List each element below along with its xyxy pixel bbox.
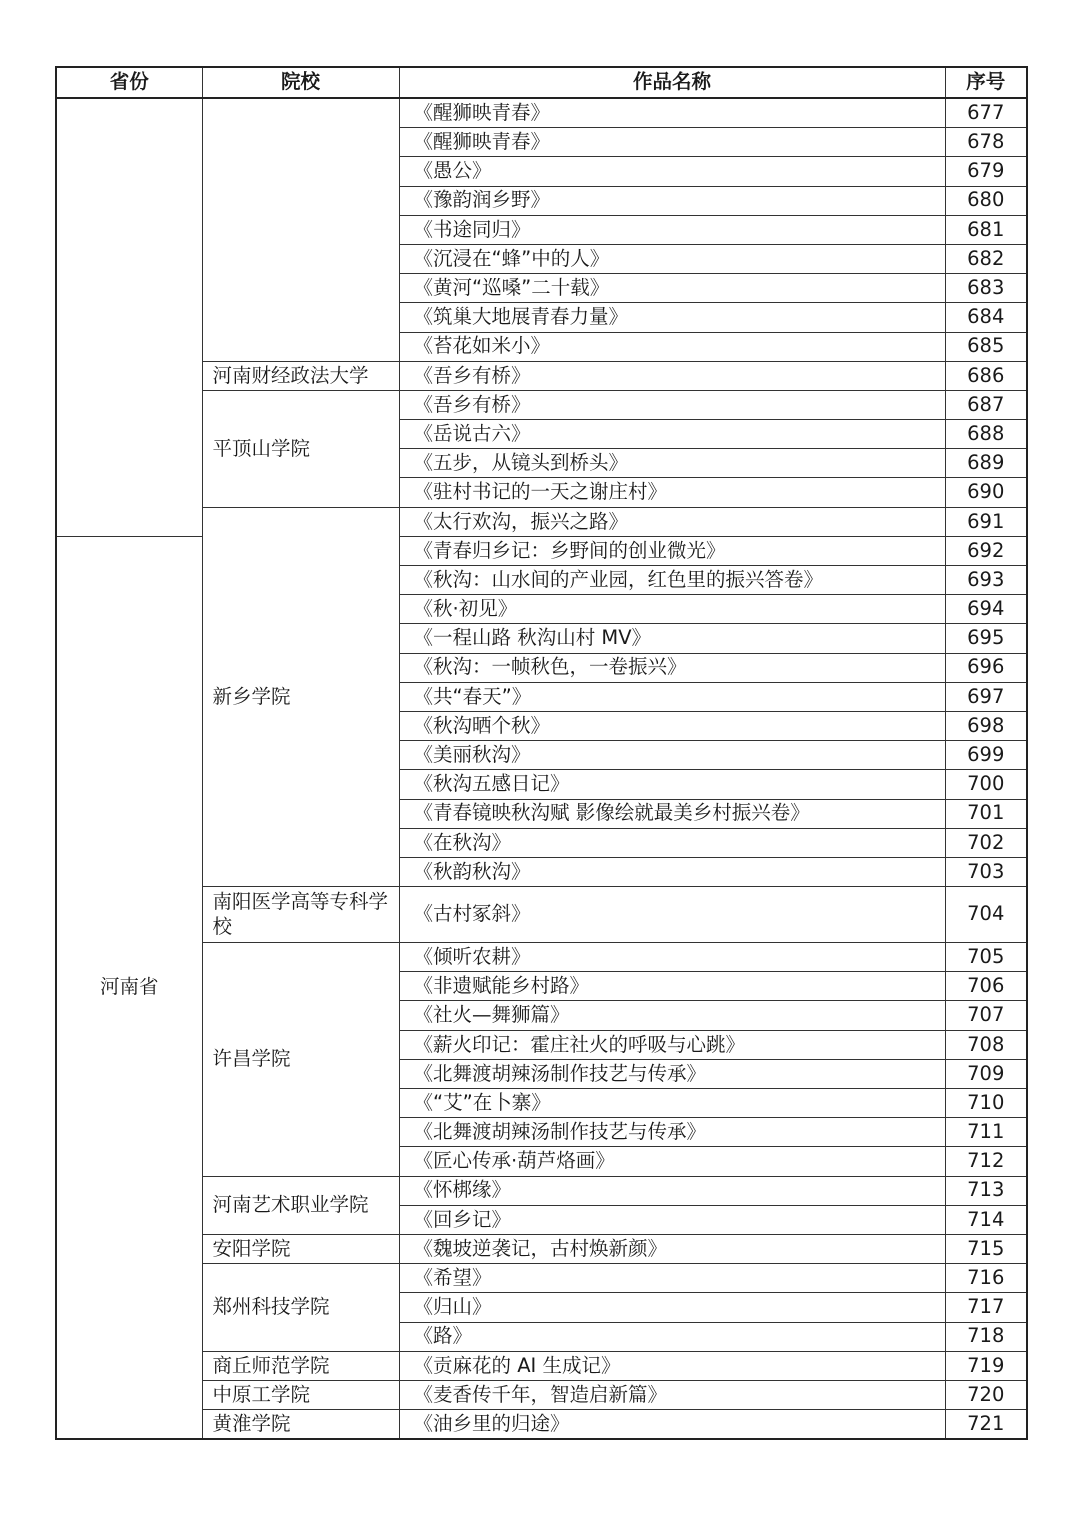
work-title-cell: 《在秋沟》 [399, 828, 945, 857]
work-title-cell: 《回乡记》 [399, 1205, 945, 1234]
school-cell: 新乡学院 [202, 507, 399, 886]
number-cell: 712 [945, 1147, 1027, 1176]
number-cell: 710 [945, 1089, 1027, 1118]
work-title-cell: 《路》 [399, 1322, 945, 1351]
work-title-cell: 《吾乡有桥》 [399, 390, 945, 419]
school-cell: 河南财经政法大学 [202, 361, 399, 390]
work-title-cell: 《岳说古六》 [399, 420, 945, 449]
award-list-table [55, 66, 1028, 1440]
number-cell: 700 [945, 770, 1027, 799]
number-cell: 679 [945, 157, 1027, 186]
table-row [56, 390, 1027, 419]
work-title-cell: 《书途同归》 [399, 215, 945, 244]
number-cell: 706 [945, 972, 1027, 1001]
table-row [56, 1234, 1027, 1263]
work-title-cell: 《油乡里的归途》 [399, 1410, 945, 1440]
table-row [56, 887, 1027, 943]
number-cell: 705 [945, 943, 1027, 972]
table-row [56, 1351, 1027, 1380]
work-title-cell: 《秋沟五感日记》 [399, 770, 945, 799]
work-title-cell: 《北舞渡胡辣汤制作技艺与传承》 [399, 1118, 945, 1147]
number-cell: 692 [945, 536, 1027, 565]
school-cell: 黄淮学院 [202, 1410, 399, 1440]
number-cell: 690 [945, 478, 1027, 507]
school-cell: 南阳医学高等专科学校 [202, 887, 399, 943]
school-cell: 河南艺术职业学院 [202, 1176, 399, 1234]
work-title-cell: 《秋沟晒个秋》 [399, 711, 945, 740]
school-cell: 许昌学院 [202, 943, 399, 1177]
work-title-cell: 《社火—舞狮篇》 [399, 1001, 945, 1030]
table-row [56, 1380, 1027, 1409]
work-title-cell: 《共“春天”》 [399, 682, 945, 711]
table-row [56, 1410, 1027, 1440]
work-title-cell: 《黄河“巡嗓”二十载》 [399, 274, 945, 303]
number-cell: 711 [945, 1118, 1027, 1147]
work-title-cell: 《太行欢沟，振兴之路》 [399, 507, 945, 536]
table-row [56, 536, 1027, 565]
province-cell [56, 98, 202, 536]
table-row [56, 361, 1027, 390]
header-school: 院校 [202, 67, 399, 98]
number-cell: 702 [945, 828, 1027, 857]
number-cell: 694 [945, 595, 1027, 624]
work-title-cell: 《倾听农耕》 [399, 943, 945, 972]
work-title-cell: 《希望》 [399, 1264, 945, 1293]
work-title-cell: 《青春镜映秋沟赋 影像绘就最美乡村振兴卷》 [399, 799, 945, 828]
table-row [56, 1176, 1027, 1205]
number-cell: 685 [945, 332, 1027, 361]
number-cell: 721 [945, 1410, 1027, 1440]
number-cell: 720 [945, 1380, 1027, 1409]
table-row [56, 98, 1027, 128]
number-cell: 696 [945, 653, 1027, 682]
work-title-cell: 《愚公》 [399, 157, 945, 186]
table-row [56, 1264, 1027, 1293]
work-title-cell: 《“艾”在卜寨》 [399, 1089, 945, 1118]
number-cell: 715 [945, 1234, 1027, 1263]
number-cell: 686 [945, 361, 1027, 390]
number-cell: 681 [945, 215, 1027, 244]
number-cell: 684 [945, 303, 1027, 332]
work-title-cell: 《薪火印记：霍庄社火的呼吸与心跳》 [399, 1030, 945, 1059]
number-cell: 701 [945, 799, 1027, 828]
province-cell: 河南省 [56, 536, 202, 1439]
number-cell: 687 [945, 390, 1027, 419]
number-cell: 699 [945, 741, 1027, 770]
work-title-cell: 《怀梆缘》 [399, 1176, 945, 1205]
work-title-cell: 《吾乡有桥》 [399, 361, 945, 390]
number-cell: 693 [945, 566, 1027, 595]
work-title-cell: 《非遗赋能乡村路》 [399, 972, 945, 1001]
header-number: 序号 [945, 67, 1027, 98]
number-cell: 698 [945, 711, 1027, 740]
work-title-cell: 《秋沟：一帧秋色，一卷振兴》 [399, 653, 945, 682]
header-row [56, 67, 1027, 98]
number-cell: 691 [945, 507, 1027, 536]
school-cell [202, 98, 399, 361]
table-row [56, 507, 1027, 536]
school-cell: 安阳学院 [202, 1234, 399, 1263]
work-title-cell: 《豫韵润乡野》 [399, 186, 945, 215]
header-province: 省份 [56, 67, 202, 98]
work-title-cell: 《秋·初见》 [399, 595, 945, 624]
number-cell: 678 [945, 128, 1027, 157]
work-title-cell: 《醒狮映青春》 [399, 128, 945, 157]
number-cell: 703 [945, 857, 1027, 886]
number-cell: 704 [945, 887, 1027, 943]
work-title-cell: 《沉浸在“蜂”中的人》 [399, 244, 945, 273]
school-cell: 商丘师范学院 [202, 1351, 399, 1380]
table-header [56, 67, 1027, 98]
header-work-title: 作品名称 [399, 67, 945, 98]
work-title-cell: 《麦香传千年，智造启新篇》 [399, 1380, 945, 1409]
school-cell: 平顶山学院 [202, 390, 399, 507]
work-title-cell: 《匠心传承·葫芦烙画》 [399, 1147, 945, 1176]
work-title-cell: 《古村冢斜》 [399, 887, 945, 943]
work-title-cell: 《一程山路 秋沟山村 MV》 [399, 624, 945, 653]
work-title-cell: 《美丽秋沟》 [399, 741, 945, 770]
work-title-cell: 《北舞渡胡辣汤制作技艺与传承》 [399, 1059, 945, 1088]
number-cell: 695 [945, 624, 1027, 653]
number-cell: 697 [945, 682, 1027, 711]
number-cell: 713 [945, 1176, 1027, 1205]
work-title-cell: 《贡麻花的 AI 生成记》 [399, 1351, 945, 1380]
school-cell: 郑州科技学院 [202, 1264, 399, 1352]
number-cell: 707 [945, 1001, 1027, 1030]
number-cell: 688 [945, 420, 1027, 449]
number-cell: 683 [945, 274, 1027, 303]
work-title-cell: 《苔花如米小》 [399, 332, 945, 361]
number-cell: 719 [945, 1351, 1027, 1380]
number-cell: 682 [945, 244, 1027, 273]
work-title-cell: 《归山》 [399, 1293, 945, 1322]
school-cell: 中原工学院 [202, 1380, 399, 1409]
number-cell: 716 [945, 1264, 1027, 1293]
work-title-cell: 《秋沟：山水间的产业园，红色里的振兴答卷》 [399, 566, 945, 595]
number-cell: 680 [945, 186, 1027, 215]
number-cell: 689 [945, 449, 1027, 478]
work-title-cell: 《秋韵秋沟》 [399, 857, 945, 886]
table-body [56, 98, 1027, 1439]
work-title-cell: 《魏坡逆袭记，古村焕新颜》 [399, 1234, 945, 1263]
number-cell: 709 [945, 1059, 1027, 1088]
number-cell: 718 [945, 1322, 1027, 1351]
work-title-cell: 《五步，从镜头到桥头》 [399, 449, 945, 478]
table-row [56, 943, 1027, 972]
work-title-cell: 《驻村书记的一天之谢庄村》 [399, 478, 945, 507]
work-title-cell: 《醒狮映青春》 [399, 98, 945, 128]
number-cell: 708 [945, 1030, 1027, 1059]
number-cell: 677 [945, 98, 1027, 128]
work-title-cell: 《青春归乡记：乡野间的创业微光》 [399, 536, 945, 565]
number-cell: 717 [945, 1293, 1027, 1322]
number-cell: 714 [945, 1205, 1027, 1234]
work-title-cell: 《筑巢大地展青春力量》 [399, 303, 945, 332]
